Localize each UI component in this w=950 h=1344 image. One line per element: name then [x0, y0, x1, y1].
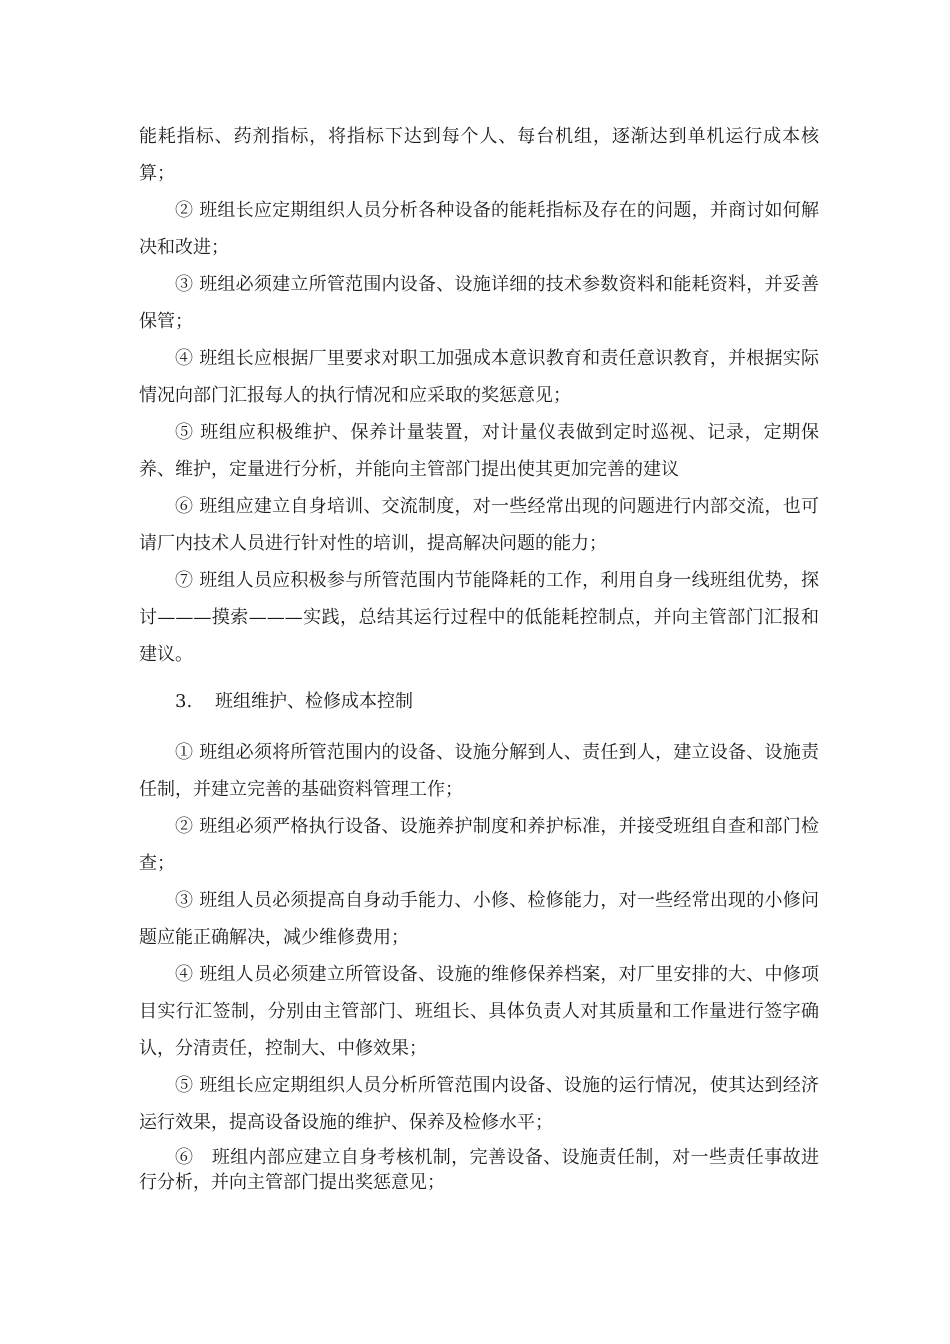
- paragraph-item-1: ① 班组必须将所管范围内的设备、设施分解到人、责任到人，建立设备、设施责任制，并建立完善的基础资料管理工作；: [139, 742, 819, 800]
- paragraph-item-7: ⑦ 班组人员应积极参与所管范围内节能降耗的工作，利用自身一线班组优势，探讨———摸索———实践，总结其运行过程中的低能耗控制点，并向主管部门汇报和建议。: [139, 570, 819, 665]
- section-number: 3.: [175, 691, 193, 712]
- paragraph-item-6: ⑥ 班组内部应建立自身考核机制，完善设备、设施责任制，对一些责任事故进行分析，并向主管部门提出奖惩意见；: [139, 1147, 819, 1193]
- paragraph-item-5: ⑤ 班组长应定期组织人员分析所管范围内设备、设施的运行情况，使其达到经济运行效果，提高设备设施的维护、保养及检修水平；: [139, 1075, 819, 1133]
- paragraph-item-3: ③ 班组人员必须提高自身动手能力、小修、检修能力，对一些经常出现的小修问题应能正确解决，减少维修费用；: [139, 890, 819, 948]
- paragraph-item-2: ② 班组必须严格执行设备、设施养护制度和养护标准，并接受班组自查和部门检查；: [139, 816, 819, 874]
- paragraph-item-4: ④ 班组长应根据厂里要求对职工加强成本意识教育和责任意识教育，并根据实际情况向部门汇报每人的执行情况和应采取的奖惩意见；: [139, 348, 819, 406]
- paragraph-item-5: ⑤ 班组应积极维护、保养计量装置，对计量仪表做到定时巡视、记录，定期保养、维护，定量进行分析，并能向主管部门提出使其更加完善的建议: [139, 422, 819, 480]
- document-body: [139, 118, 819, 1195]
- section-heading: [139, 683, 819, 720]
- section-title: 班组维护、检修成本控制: [215, 691, 413, 712]
- paragraph-item-2: ② 班组长应定期组织人员分析各种设备的能耗指标及存在的问题，并商讨如何解决和改进；: [139, 200, 819, 258]
- paragraph-item-4: ④ 班组人员必须建立所管设备、设施的维修保养档案，对厂里安排的大、中修项目实行汇签制，分别由主管部门、班组长、具体负责人对其质量和工作量进行签字确认，分清责任，控制大、中修效果；: [139, 964, 819, 1059]
- paragraph-continued: 能耗指标、药剂指标，将指标下达到每个人、每台机组，逐渐达到单机运行成本核算；: [139, 126, 819, 184]
- paragraph-item-3: ③ 班组必须建立所管范围内设备、设施详细的技术参数资料和能耗资料，并妥善保管；: [139, 274, 819, 332]
- paragraph-item-6: ⑥ 班组应建立自身培训、交流制度，对一些经常出现的问题进行内部交流，也可请厂内技术人员进行针对性的培训，提高解决问题的能力；: [139, 496, 819, 554]
